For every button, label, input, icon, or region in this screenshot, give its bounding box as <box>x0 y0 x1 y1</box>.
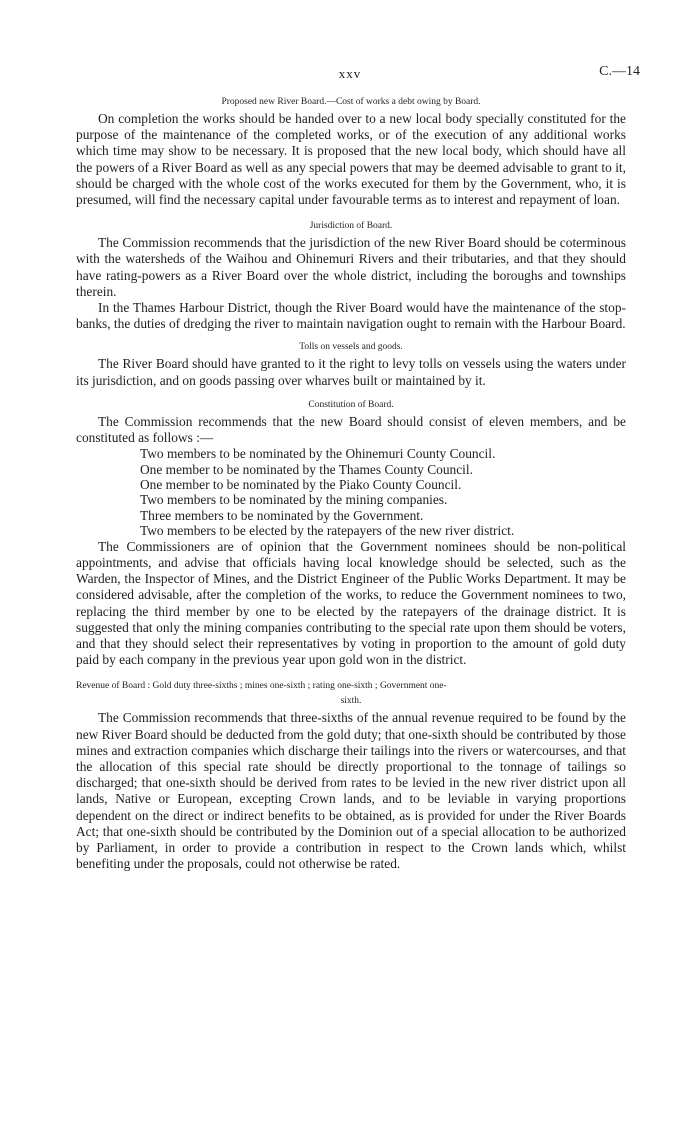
list-item: One member to be nominated by the Thames County Council. <box>140 461 473 477</box>
side-heading: Tolls on vessels and goods. <box>299 342 403 353</box>
paragraph: The Commission recommends that the new Board should consist of eleven members, and be constituted as follows :— <box>76 413 626 446</box>
section-constitution <box>76 399 626 668</box>
paragraph: The Commission recommends that the jurisdiction of the new River Board should be coterminous with the watersheds of the Waihou and Ohinemuri Rivers and their tributaries, and that they should have rating-powers as a River Board over the whole district, including the boroughs and townships therein. <box>76 235 626 299</box>
paragraph: In the Thames Harbour District, though the River Board would have the maintenance of the stop-banks, the duties of dredging the river to maintain navigation ought to remain with the Harbour Board. <box>76 300 626 332</box>
document-code: C.—14 <box>599 64 640 79</box>
list-item: Three members to be nominated by the Government. <box>140 507 424 523</box>
list-item: One member to be nominated by the Piako County Council. <box>140 477 462 493</box>
paragraph: On completion the works should be handed over to a new local body specially constituted for the purpose of the maintenance of the completed works, or of the execution of any additional works which time may show to be necessary. It is proposed that the new local body, which should have all the powers of a River Board as well as any special powers that may be deemed advisable to grant to it, should be charged with the whole cost of the works executed for them by the Government, who, it is presumed, will find the necessary capital under favourable terms as to interest and repayment of loan. <box>76 111 626 208</box>
list-item: Two members to be nominated by the Ohinemuri County Council. <box>140 446 496 462</box>
paragraph: The Commission recommends that three-sixths of the annual revenue required to be found by the new River Board should be deducted from the gold duty; that one-sixth should be contributed by those mines and extraction companies which discharge their tailings into the rivers or watercourses, and that the allocation of this special rate should be directly proportional to the tonnage of tailings so discharged; that one-sixth should be derived from rates to be levied in the new river district upon all lands, Native or European, excepting Crown lands, and to be leviable in varying proportions dependent on the direct or indirect benefits to be obtained, as is provided for under the River Boards Act; that one-sixth should be contributed by the Dominion out of a special allocation to be authorized by Parliament, in order to provide a contribution in respect to the Crown lands which, whilst benefiting under the proposals, could not otherwise be rated. <box>76 710 626 872</box>
side-heading: Revenue of Board : Gold duty three-sixths ; mines one-sixth ; rating one-sixth ; Government one- <box>76 681 447 692</box>
paragraph: The Commissioners are of opinion that the Government nominees should be non-political appointments, and advise that officials having local knowledge should be selected, such as the Warden, the Inspector of Mines, and the District Engineer of the Public Works Department. It may be considered advisable, after the completion of the works, to reduce the Government nominees to two, replacing the third member by one to be elected by the ratepayers of the drainage district. It is suggested that only the mining companies contributing to the special rate upon them should be voters, and that they should select their representatives by voting in proportion to the amount of gold duty paid by each company in the previous year upon gold won in the district. <box>76 538 626 668</box>
side-heading-continuation: sixth. <box>340 696 362 707</box>
list-item: Two members to be nominated by the mining companies. <box>140 492 448 508</box>
page-body <box>76 96 626 872</box>
list-item: Two members to be elected by the ratepayers of the new river district. <box>140 523 515 539</box>
section-revenue <box>76 680 626 872</box>
paragraph: The River Board should have granted to it the right to levy tolls on vessels using the waters under its jurisdiction, and on goods passing over wharves built or maintained by it. <box>76 356 626 388</box>
side-heading: Jurisdiction of Board. <box>309 221 393 232</box>
page-number: xxv <box>338 66 362 81</box>
side-heading: Constitution of Board. <box>308 399 394 410</box>
section-tolls <box>76 341 626 388</box>
side-heading: Proposed new River Board.—Cost of works a debt owing by Board. <box>221 97 481 107</box>
section-proposed-river-board <box>76 96 626 208</box>
member-list <box>76 446 626 538</box>
section-jurisdiction <box>76 220 626 332</box>
